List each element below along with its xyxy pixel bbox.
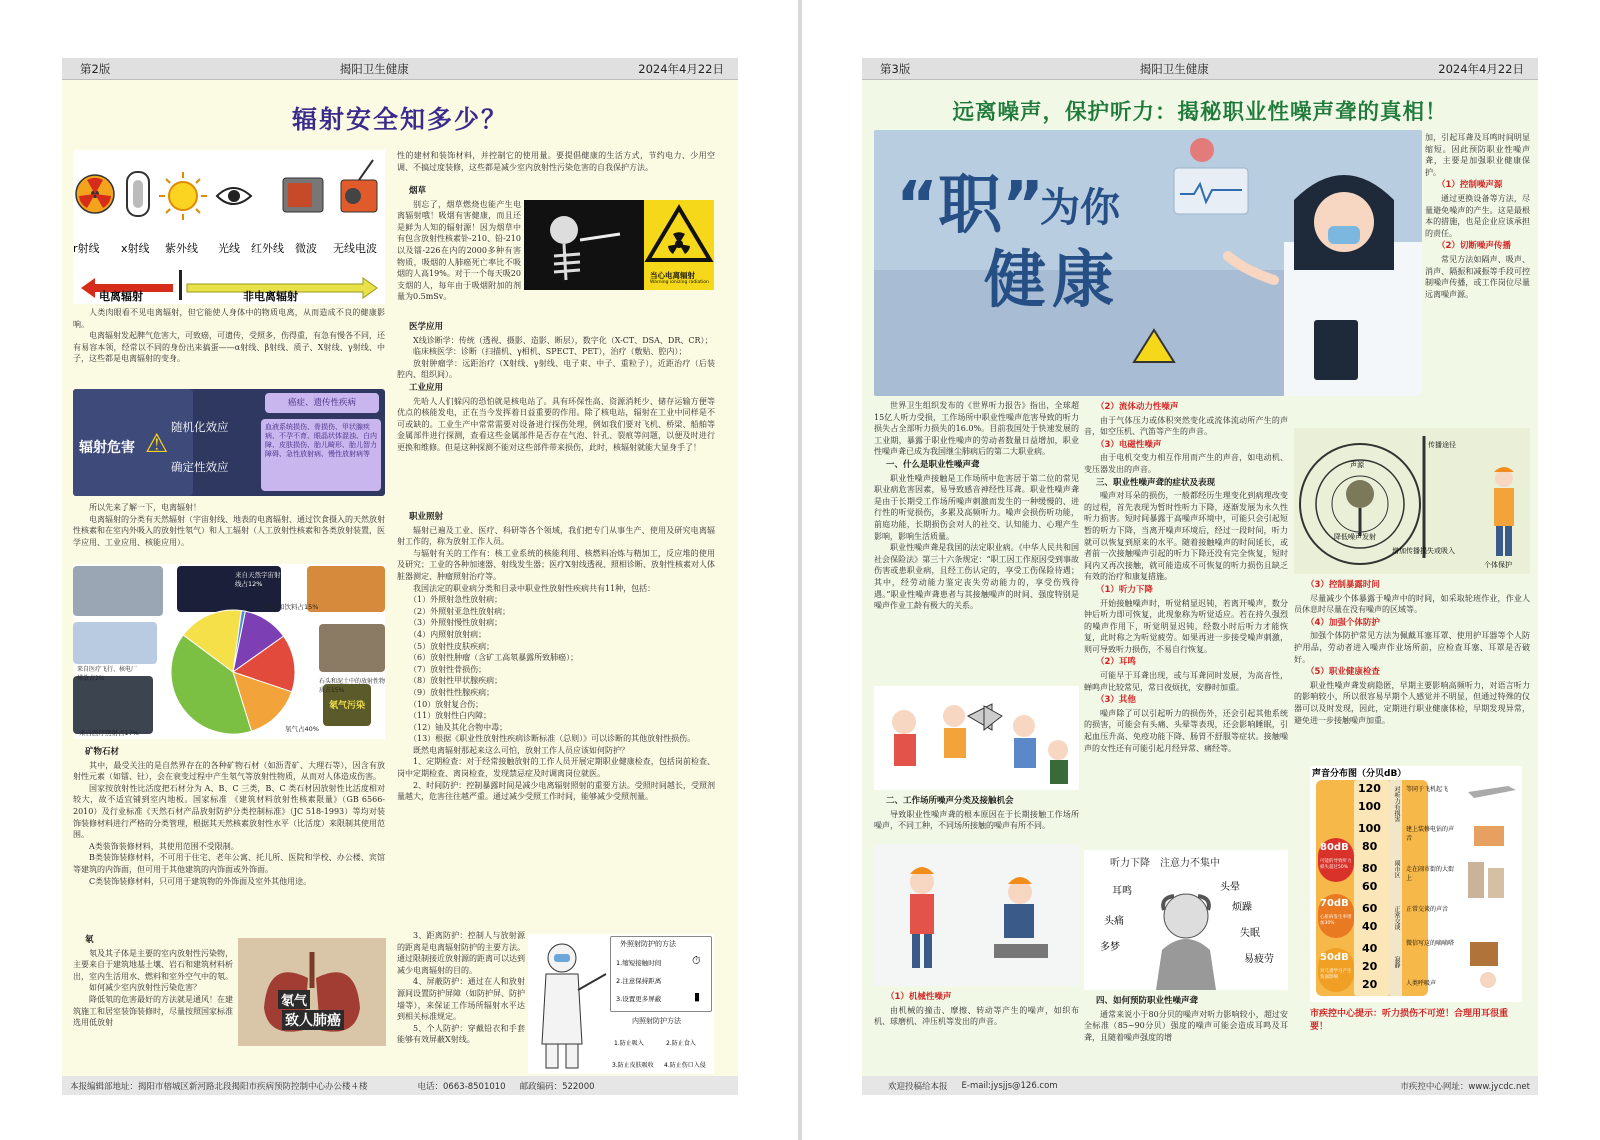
non-ionizing-label: 非电离辐射: [243, 290, 298, 303]
internal-protection-item: 1.防止吸入: [614, 1040, 644, 1047]
decibel-chart-title: 声音分布图（分贝dB）: [1312, 769, 1407, 779]
list-item: （9）放射性性腺疾病；: [409, 687, 495, 697]
subsection-heading: （3）电磁性噪声: [1096, 439, 1162, 450]
subsection-heading: （4）加强个体防护: [1306, 617, 1380, 628]
tobacco-text: [397, 184, 521, 302]
reduce-emission-label: 降低噪声发射: [1334, 533, 1376, 541]
internal-protection-item: 2.防止食入: [666, 1040, 696, 1047]
footer-submission: 欢迎投稿给本报: [888, 1081, 948, 1092]
symptom-tinnitus: 耳鸣: [1112, 886, 1132, 897]
decibel-chart: [1310, 766, 1522, 1002]
db-80-note: 可能的导致听力损失超过50%: [1320, 859, 1352, 870]
db-tick: 80: [1362, 840, 1378, 853]
pie-label-cosmic: 来自天然宇宙射线占12%: [235, 571, 281, 588]
ionizing-label: 电离辐射: [99, 290, 143, 303]
list-item: （12）铀及其化合物中毒；: [409, 722, 508, 732]
banner-subtext: 为你: [1040, 185, 1120, 231]
page-header: [62, 58, 738, 80]
sound-example: 人类呼吸声: [1406, 980, 1437, 987]
paragraph: 导致职业性噪声聋的根本原因在于长期接触工作场所噪声，不同工种，不同场所接触的噪声有所不同。: [874, 809, 1079, 831]
spectrum-icons: [73, 150, 385, 304]
spectrum-label-microwave: 微波: [295, 242, 317, 255]
issue-date: 2024年4月22日: [1438, 61, 1524, 76]
zone-harmful: 对听力有损害: [1393, 786, 1400, 822]
paragraph: 由机械的撞击、摩擦、转动等产生的噪声，如织布机、球磨机、冲压机等发出的声音。: [874, 1005, 1079, 1027]
edition-label: 第3版: [880, 61, 911, 76]
noise-col3-top: [1425, 132, 1530, 396]
lung-cancer-caption: 致人肺癌: [282, 1010, 344, 1030]
subsection-heading: （2）耳鸣: [1096, 657, 1136, 668]
skeleton-illustration: [524, 200, 644, 290]
subsection-heading: （3）其他: [1096, 695, 1136, 706]
subsection-heading: （1）机械性噪声: [886, 992, 952, 1002]
page-2: [62, 58, 738, 1095]
disease-list: [397, 594, 715, 745]
radon-text: [73, 933, 233, 1073]
paragraph: 1、定期检查：对于经常接触放射的工作人员开展定期职业健康检查，包括岗前检查、岗中定期检查、离岗检查，发现禁忌症及时调离岗位就医。: [397, 757, 715, 779]
paragraph: 放射肿瘤学：远距治疗（X射线、γ射线、电子束、中子、重粒子），近距治疗（后装腔内、组织间）。: [397, 358, 715, 380]
edition-label: 第2版: [80, 61, 111, 76]
list-item: （8）放射性甲状腺疾病；: [409, 676, 503, 686]
subsection-heading: （2）流体动力性噪声: [1096, 402, 1179, 412]
radon-lung-figure: [238, 938, 386, 1046]
paragraph: 氡及其子体是主要的室内放射性污染物，主要来自于建筑地基土壤、岩石和建筑材料析出，室内生活用水、燃料和室外空气中的氡。: [73, 948, 233, 981]
spectrum-label-light: 光线: [218, 242, 240, 255]
intro-paragraph: 人类肉眼看不见电离辐射，但它能使人身体中的物质电离，从而造成不良的健康影响。: [73, 308, 385, 329]
paragraph: 降低氡的危害最好的方法就是通风！在建筑施工和居室装饰装修时，尽量按照国家标准选用低放射: [73, 994, 233, 1028]
paragraph: 通过更换设备等方法，尽量避免噪声的产生。这是最根本的措施，也是企业应该承担的责任。: [1425, 193, 1530, 238]
footer-address: 本报编辑部地址：揭阳市榕城区新河路北段揭阳市疾病预防控制中心办公楼４楼: [70, 1081, 368, 1092]
paragraph: 所以先来了解一下，电离辐射！: [89, 503, 201, 512]
transmission-path-label: 传播途径: [1428, 441, 1456, 449]
paper-name: 揭阳卫生健康: [1139, 61, 1209, 76]
section-heading: 医学应用: [409, 322, 444, 332]
footer-website: 市疾控中心网址：www.jycdc.net: [1400, 1081, 1530, 1092]
external-protection-item: 2.注意保持距离: [616, 977, 662, 985]
pie-label-radon: 氡气占40%: [285, 725, 319, 733]
paragraph: C类装饰装修材料，只可用于建筑物的外饰面及室外其他用途。: [89, 876, 312, 886]
footer-phone: 电话：0663-8501010: [417, 1081, 506, 1092]
list-item: （2）外照射亚急性放射病；: [409, 606, 511, 616]
protection-figure: [528, 934, 714, 1074]
occupational-text: [397, 510, 715, 930]
noise-path-diagram: [1294, 428, 1530, 574]
subsection-heading: （1）听力下降: [1096, 584, 1153, 595]
paragraph: 5、个人防护：穿戴铅衣和手套能够有效屏蔽X射线。: [397, 1023, 525, 1045]
increase-loss-label: 增加传播损失或吸入: [1392, 547, 1455, 555]
symptom-fatigue: 易疲劳: [1244, 954, 1274, 965]
protection-text: [397, 930, 525, 1074]
external-protection-title: 外照射防护的方法: [620, 940, 676, 948]
column1-lower: [73, 745, 385, 933]
shield-icon: ▮: [694, 990, 701, 1003]
noise-cartoon: [874, 686, 1079, 790]
banner-quote-text: “职”: [896, 169, 1045, 243]
left-sheet: [0, 0, 798, 1140]
db-50-badge: 50dB: [1320, 952, 1349, 963]
sound-example: 微信写这的嘀嘀嗒: [1406, 940, 1455, 947]
paragraph: A类装饰装修材料，其使用范围不受限制。: [89, 841, 239, 851]
decibel-scene-icons: [1460, 766, 1520, 1002]
section-heading: 四、如何预防职业性噪声聋: [1096, 996, 1199, 1006]
symptom-dreams: 多梦: [1100, 942, 1120, 953]
workers-figure: [874, 844, 1079, 986]
noise-source-label: 声源: [1350, 461, 1364, 469]
warning-label-en: Warning ionizing radiation: [650, 280, 709, 285]
section-heading: 矿物石材: [85, 747, 120, 757]
zone-quiet: 寂静: [1393, 956, 1400, 968]
intro-text: [73, 307, 385, 387]
paper-name: 揭阳卫生健康: [339, 61, 409, 76]
paragraph: 由于气体压力或体积突然变化或流体流动所产生的声音，如空压机、汽笛等产生的声音。: [1084, 415, 1288, 437]
db-tick: 100: [1358, 822, 1381, 835]
pie-chart: [73, 564, 385, 739]
warning-label: 当心电离辐射: [650, 271, 695, 280]
symptom-insomnia: 失眠: [1240, 928, 1260, 939]
db-tick: 40: [1362, 942, 1378, 955]
issue-date: 2024年4月22日: [638, 61, 724, 76]
paragraph: 噪声对耳朵的损伤，一般都经历生理变化到病理改变的过程，首先表现为暂时性听力下降，逐渐发展为永久性听力损害。短时间暴露于高噪声环境中，可能只会引起短暂的听力下降，当离开噪声环境后，经过一段时间，听力就可以恢复到原来的水平。随着接触噪声的时间延长，或者前一次接触噪声引起的听力下降还没有完全恢复，短时间内又再次接触，就可能造成不可恢复的听力损伤且缺乏有效的治疗和康复措施。: [1084, 491, 1288, 582]
list-item: （5）放射性皮肤疾病；: [409, 641, 495, 651]
list-item: （11）放射性白内障；: [409, 711, 492, 721]
paragraph: 如何减少室内放射性污染危害？: [89, 983, 201, 993]
db-70-note: 心脏病发生率增加30%: [1320, 915, 1352, 926]
paragraph: 尽量减少个体暴露于噪声中的时间，如采取轮班作业，作业人员休息时尽量在没有噪声的区域等。: [1294, 593, 1530, 615]
footer-email: E-mail:jysjjs@126.com: [961, 1080, 1058, 1091]
page-title: 辐射安全知多少？: [291, 105, 508, 134]
sound-example: 等同于飞机起飞: [1406, 786, 1449, 793]
paragraph: 开始接触噪声时，听觉稍显迟钝，若离开噪声，数分钟后听力即可恢复，此现象称为听觉适应。若在持久强烈的噪声作用下，听觉明显迟钝，经数小时后听力才能恢复，此时称之为听觉疲劳。如果再进一步接受噪声刺激，则可导致听力损伤，不易自行恢复。: [1084, 598, 1288, 654]
db-50-note: 对儿童学习产生负面影响: [1320, 969, 1352, 980]
effect-bubble-2: 血液系统损伤、骨损伤、甲状腺疾病、不孕不育、眼晶状体混浊、白内障、皮肤损伤、胎儿畸形、胎儿智力障碍、急性放射病、慢性放射病等: [261, 419, 381, 491]
noise-classification-text: [874, 794, 1079, 842]
paragraph: 职业性噪声接触是工作场所中危害居于第二位的常见职业病危害因素，易导致感音神经性耳聋。职业性噪声聋是由于长期受工作场所噪声刺激而发生的一种缓慢的、进行性的听觉损伤，多累及高频听力。噪声会损伤听功能，前庭功能，长期损伤会对人的社交、认知能力、心理产生影响，影响生活质量。: [874, 473, 1079, 541]
paragraph: 加，引起耳聋及耳鸣时间明显缩短。因此预防职业性噪声聋，主要是加强职业健康保护。: [1425, 133, 1530, 177]
section-heading: 烟草: [409, 186, 427, 196]
internal-protection-item: 3.防止皮肤吸收: [612, 1062, 654, 1069]
page-footer: [862, 1076, 1538, 1095]
list-item: （1）外照射急性放射病；: [409, 595, 503, 605]
applications-text: [397, 320, 715, 510]
spectrum-label-uv: 紫外线: [165, 242, 198, 255]
clock-icon: ⏱: [692, 954, 701, 967]
list-item: （4）内照射放射病；: [409, 629, 487, 639]
effect-bubble-1: 癌症、遗传性疾病: [265, 393, 379, 413]
section-heading: 二、工作场所噪声分类及接触机会: [886, 796, 1014, 806]
paragraph: 与辐射有关的工作有：核工业系统的核能利用、核燃料冶炼与精加工，反应堆的使用及研究；工业的各种加速器、射线发生器；医疗X射线透视、照相诊断、放射性核素对人体脏器测定、肿瘤照射治疗等。: [397, 548, 715, 581]
sound-example: 走在闹市街的大街上: [1406, 866, 1455, 882]
paragraph: 加强个体防护常见方法为佩戴耳塞耳罩、使用护耳器等个人防护用品，劳动者进入噪声作业场所前，应检查耳塞、耳罩是否破好。: [1294, 631, 1530, 664]
list-item: （7）放射性骨损伤；: [409, 664, 487, 674]
protective-suit-illustration: [528, 934, 608, 1074]
radiation-spectrum-figure: [73, 150, 385, 304]
noise-col2: [1084, 400, 1288, 846]
db-tick: 60: [1362, 902, 1378, 915]
internal-protection-item: 4.防止伤口入侵: [664, 1062, 706, 1069]
mechanical-noise-text: [874, 990, 1079, 1070]
section-heading: 三、职业性噪声聋的症状及表现: [1096, 477, 1216, 488]
sound-example: 建上装修电钻的声音: [1406, 826, 1455, 842]
workers-illustration: [874, 844, 1079, 986]
section-heading: 工业应用: [409, 382, 444, 393]
db-tick: 100: [1358, 800, 1381, 813]
symptoms-title: 听力下降 注意力不集中: [1110, 858, 1220, 869]
paragraph: 世界卫生组织发布的《世界听力报告》指出，全球超15亿人听力受损，工作场所中职业性噪声危害导致的听力损失占全部听力损失的16.0%。目前我国处于快速发展的工业期，暴露于职业性噪声的劳动者数量日益增加，职业性噪声聋已成为我国继尘肺病后的第二大职业病。: [874, 401, 1079, 457]
paragraph: 我国法定的职业病分类和目录中职业性放射性疾病共有11种，包括：: [413, 583, 656, 593]
certain-effect-label: 确定性效应: [171, 460, 229, 474]
footer-postcode: 邮政编码：522000: [519, 1081, 595, 1092]
db-tick: 20: [1362, 960, 1378, 973]
paragraph: 职业性噪声聋发病隐匿，早期主要影响高频听力，对语言听力的影响较小，所以很容易早期个人感觉并不明显，但通过特殊的仪器可以及时发现，因此，定期进行职业健康体检，早期发现异常，避免进一步接触噪声加重。: [1294, 680, 1530, 725]
paragraph: 2、时间防护：控制暴露时间是减少电离辐射照射的重要方法。受照时间越长，受照剂量越大，危害往往越严重。通过减少受照工作时间，能够减少受照剂量。: [397, 780, 715, 802]
paragraph: 通常来说小于80分贝的噪声对听力影响较小，超过安全标准（85~90分贝）强度的噪声可能会造成耳鸣及耳聋，且随着噪声强度的增: [1084, 1009, 1288, 1042]
banner-illustration: [874, 130, 1422, 396]
db-tick: 80: [1362, 862, 1378, 875]
paragraph: 噪声除了可以引起听力的损伤外，还会引起其他系统的损害，可能会有头痛、头晕等表现，还会影响睡眠，引起血压升高、免疫功能下降、肠胃不舒服等症状。接触噪声的女性还有可能引起月经异常、痛经等。: [1084, 708, 1288, 753]
smoking-skeleton-figure: [524, 200, 714, 290]
page-footer: [62, 1076, 738, 1095]
doctor-illustration: [874, 130, 1422, 396]
paragraph: 国家按放射性比活度把石材分为 A、B、C 三类，B、C 类石材因放射性比活度相对较大，故不适宜铺到室内地板。国家标准 《建筑材料放射性核素限量》（GB 6566-2010）及行业标准《天然石材产品放射防护分类控制标准》（JC 518-1993）等均对装饰装修材料进行严格的分类管理，根据其天然核素放射性水平（比活度）来限制其使用范围。: [73, 783, 385, 840]
list-item: （13）根据《职业性放射性疾病诊断标准（总则）》可以诊断的其他放射性损伤。: [409, 734, 696, 744]
radon-pollution-badge: 氡气污染: [329, 701, 366, 711]
spectrum-label-x: x射线: [121, 242, 150, 255]
pie-label-flight: 来自医疗飞行、核电厂排放占1%: [77, 666, 138, 682]
symptom-headache: 头痛: [1104, 916, 1124, 927]
db-80-badge: 80dB: [1320, 842, 1349, 853]
sound-example: 正常交谈的声音: [1406, 906, 1449, 913]
pie-label-food: 食品和饮料占15%: [265, 603, 319, 611]
list-item: （6）放射性肿瘤（含矿工高氡暴露所致肺癌）；: [409, 653, 579, 663]
external-protection-item: 1.缩短接触时间: [616, 959, 662, 967]
pie-label-medical: 来自医疗照射占17%: [79, 729, 139, 737]
db-tick: 20: [1362, 978, 1378, 991]
symptoms-figure: [1084, 850, 1288, 990]
spectrum-label-radio: 无线电波: [333, 242, 377, 255]
section-heading: 一、什么是职业性噪声聋: [886, 459, 980, 470]
paragraph: 3、距离防护：控制人与放射源的距离是电离辐射防护的主要方法。通过限制接近放射源的距离可以达到减少电离辐射的目的。: [397, 931, 525, 975]
section-heading: 职业照射: [409, 512, 444, 522]
subsection-heading: （5）职业健康检查: [1306, 667, 1380, 678]
noise-cartoon-figure: [874, 686, 1079, 790]
external-protection-item: 3.设置更多屏蔽: [616, 995, 662, 1003]
paragraph: 由于电机交变力相互作用而产生的声音，如电动机、变压器发出的声音。: [1084, 453, 1288, 474]
harm-label: 辐射危害: [79, 440, 135, 456]
radiation-source-pie-figure: [73, 564, 385, 739]
paragraph: 辐射已遍及工业、医疗、科研等各个领域，我们把专门从事生产、使用及研究电离辐射工作的，称为放射工作人员。: [397, 525, 715, 547]
column2-top: [397, 150, 715, 184]
list-item: （3）外照射慢性放射病；: [409, 618, 503, 628]
spectrum-label-gamma: r射线: [73, 242, 100, 255]
prevention-text: [1084, 994, 1288, 1074]
db-tick: 120: [1358, 782, 1381, 795]
cdc-tip-note: 市疾控中心提示：听力损伤不可逆！合理用耳很重要！: [1310, 1009, 1509, 1032]
symptom-irritability: 烦躁: [1232, 902, 1252, 913]
page-title: 远离噪声，保护听力：揭秘职业性噪声聋的真相！: [952, 100, 1448, 125]
intro-paragraph: 电离辐射发起脾气危害大，可致癌，可遗传，受照多，伤得重，有急有慢各不同，还有易容本领，经常以不同的身份出来搞蛋——α射线、β射线、质子、X射线、γ射线、中子，这些都是电离辐射的变身。: [73, 331, 385, 364]
db-70-badge: 70dB: [1320, 898, 1349, 909]
db-tick: 60: [1362, 880, 1378, 893]
list-item: （10）放射复合伤；: [409, 699, 484, 709]
zone-busy: 闹市区: [1393, 860, 1400, 878]
paragraph: 常见方法如隔声、吸声、消声、隔振和减振等手段可控制噪声传播，或工作岗位尽量远离噪声源。: [1425, 254, 1530, 299]
zone-talk: 正常交谈: [1393, 906, 1400, 930]
paragraph: 性的建材和装饰材料，并控制它的使用量。要提倡健康的生活方式，节约电力、少用空调、不搞过度装修，这些都是减少室内放射性污染危害的自我保护方法。: [397, 151, 715, 172]
classification-text: [73, 502, 385, 562]
paragraph: 4、屏蔽防护：通过在人和放射源间设置防护屏障（如防护屏、防护墙等），来保证工作场所辐射水平达到相关标准规定。: [397, 977, 525, 1022]
symptom-dizziness: 头晕: [1220, 882, 1240, 893]
subsection-heading: （1）控制噪声源: [1437, 180, 1503, 191]
radon-caption: 氡气: [278, 990, 310, 1009]
radiation-warning-icon: [644, 204, 714, 264]
paragraph: 先哈人人们躲闪的恐怕就是核电站了。具有环保性高、资源消耗少、储存运输方便等优点的核能发电，正在当今发挥着日益重要的作用。除了核电站，辐射在工业中同样是不可或缺的。工业生产中常常需要对设备进行探伤处理，例如我们要对飞机、桥梁、船舶等金属部件进行探测，查看这些金属部件是否存在气泡、针孔、裂痕等问题，以便及时进行更换和维修。但是这种探测不能对这些部件带来损伤，此时，核辐射就能大显身手了！: [397, 396, 715, 452]
db-tick: 40: [1362, 920, 1378, 933]
paragraph: 别忘了，烟草燃烧也能产生电离辐射哦！吸烟有害健康，而且还是鲜为人知的辐射源！因为烟草中有包含放射性核素钋-210、铅-210以及镭-226在内的2000多种有害物质，吸烟的人肺癌死亡率比不吸烟的人高19%。对于一个每天吸20支烟的人，每年由于吸烟附加的剂量为0.5mSv。: [397, 199, 521, 302]
paragraph: 临床核医学：诊断（扫描机、γ相机、SPECT、PET），治疗（敷贴、腔内）；: [413, 347, 687, 357]
paragraph: B类装饰装修材料，不可用于住宅、老年公寓、托儿所、医院和学校、办公楼、宾馆等建筑的内饰面，但可用于其他建筑的内饰面或外饰面。: [73, 853, 385, 874]
page-header: [862, 58, 1538, 80]
section-heading: 氡: [85, 935, 94, 945]
paragraph: 可能早于耳聋出现，或与耳聋同时发展，为高音性，蝉鸣声比较常见，常日夜烦扰，安静时加重。: [1084, 671, 1288, 692]
paragraph: 其中，最受关注的是自然界存在的各种矿物石材（如沥青矿、大理石等），因含有放射性元素（如镭、钍），会在衰变过程中产生氡气等放射性物质，从而对人体造成伤害。: [73, 760, 385, 782]
subsection-heading: （3）控制暴露时间: [1306, 580, 1380, 590]
page-3: [862, 58, 1538, 1095]
paragraph: 既然电离辐射那起来这么可怕，放射工作人员应该如何防护？: [413, 745, 629, 755]
pie-label-soil: 石头和泥土中的放射性物质占15%: [319, 678, 386, 694]
radiation-harm-figure: [73, 389, 385, 496]
noise-col1: [874, 400, 1079, 686]
banner-health-text: 健康: [984, 243, 1121, 316]
spectrum-label-ir: 红外线: [251, 242, 284, 255]
noise-col3-mid: [1294, 578, 1530, 764]
hazard-icon: ⚠: [145, 429, 169, 459]
paragraph: 电离辐射的分类有天然辐射（宇宙射线、地表的电离辐射、通过饮食摄入的天然放射性核素和在室内外吸入的放射性氡气）和人工辐射（人工放射性核素和各类放射装置，医学应用、工业应用、核能应用）。: [73, 514, 385, 547]
right-sheet: [802, 0, 1600, 1140]
paragraph: X线诊断学：传统（透视、摄影、造影、断层），数字化（X-CT、DSA、DR、CR）；: [413, 335, 713, 345]
personal-protection-label: 个体保护: [1484, 561, 1512, 569]
random-effect-label: 随机化效应: [171, 420, 229, 434]
paragraph: 职业性噪声聋是我国的法定职业病。《中华人民共和国社会保险法》第三十六条规定：“职工因工作原因受到事故伤害或患职业病，且经工伤认定的，享受工伤保险待遇；其中，经劳动能力鉴定丧失劳动能力的，享受伤残待遇。”职业性噪声聋患者与其接触噪声的时间、强度特别是噪声作业工龄有极大的关系。: [874, 543, 1079, 611]
internal-protection-title: 内照射防护方法: [632, 1017, 681, 1025]
subsection-heading: （2）切断噪声传播: [1437, 241, 1511, 252]
